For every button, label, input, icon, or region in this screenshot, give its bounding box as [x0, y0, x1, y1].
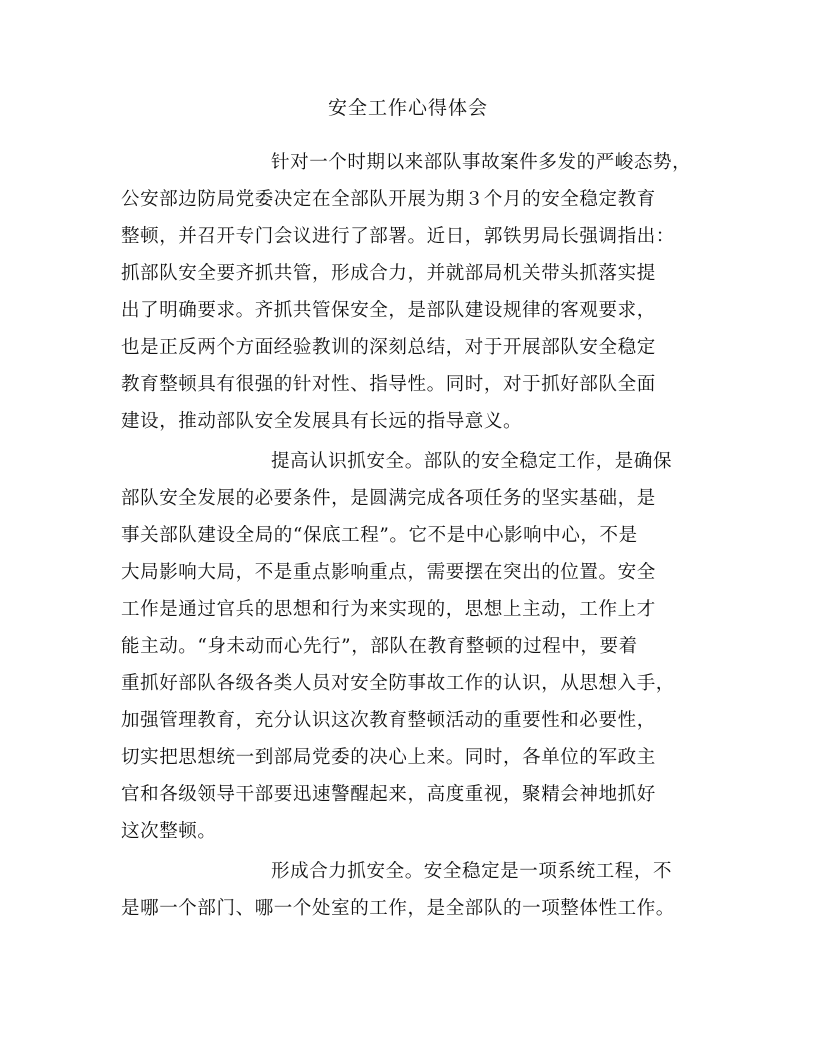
- paragraph-line: 切实把思想统一到部局党委的决心上来。同时，各单位的军政主: [121, 747, 656, 768]
- document-body: [121, 144, 697, 927]
- paragraph-line: 这次整顿。: [121, 821, 217, 842]
- paragraph-line: 是哪一个部门、哪一个处室的工作，是全部队的一项整体性工作。: [121, 898, 675, 919]
- paragraph-line: 形成合力抓安全。安全稳定是一项系统工程，不: [271, 861, 673, 882]
- paragraph-line: 工作是通过官兵的思想和行为来实现的，思想上主动，工作上才: [121, 599, 656, 620]
- paragraph-1: [121, 144, 697, 440]
- paragraph-line: 大局影响大局，不是重点影响重点，需要摆在突出的位置。安全: [121, 562, 656, 583]
- paragraph-line: 出了明确要求。齐抓共管保安全，是部队建设规律的客观要求，: [121, 300, 656, 321]
- paragraph-line: 重抓好部队各级各类人员对安全防事故工作的认识，从思想入手，: [121, 673, 675, 694]
- paragraph-3: [121, 853, 697, 927]
- paragraph-line: 建设，推动部队安全发展具有长远的指导意义。: [121, 411, 523, 432]
- paragraph-line: 能主动。“身未动而心先行”，部队在教育整顿的过程中，要着: [121, 636, 638, 657]
- paragraph-line: 针对一个时期以来部队事故案件多发的严峻态势，: [271, 152, 692, 173]
- paragraph-line: 抓部队安全要齐抓共管，形成合力，并就部局机关带头抓落实提: [121, 263, 656, 284]
- paragraph-line: 部队安全发展的必要条件，是圆满完成各项任务的坚实基础，是: [121, 488, 656, 509]
- paragraph-line: 教育整顿具有很强的针对性、指导性。同时，对于抓好部队全面: [121, 374, 656, 395]
- document-title: 安全工作心得体会: [327, 97, 488, 119]
- paragraph-line: 也是正反两个方面经验教训的深刻总结，对于开展部队安全稳定: [121, 337, 656, 358]
- paragraph-line: 提高认识抓安全。部队的安全稳定工作，是确保: [271, 451, 673, 472]
- paragraph-line: 事关部队建设全局的“保底工程”。它不是中心影响中心，不是: [121, 525, 638, 546]
- paragraph-line: 官和各级领导干部要迅速警醒起来，高度重视，聚精会神地抓好: [121, 784, 656, 805]
- paragraph-line: 公安部边防局党委决定在全部队开展为期３个月的安全稳定教育: [121, 189, 656, 210]
- paragraph-2: [121, 443, 697, 850]
- paragraph-line: 整顿，并召开专门会议进行了部署。近日，郭铁男局长强调指出：: [121, 226, 675, 247]
- paragraph-line: 加强管理教育，充分认识这次教育整顿活动的重要性和必要性，: [121, 710, 656, 731]
